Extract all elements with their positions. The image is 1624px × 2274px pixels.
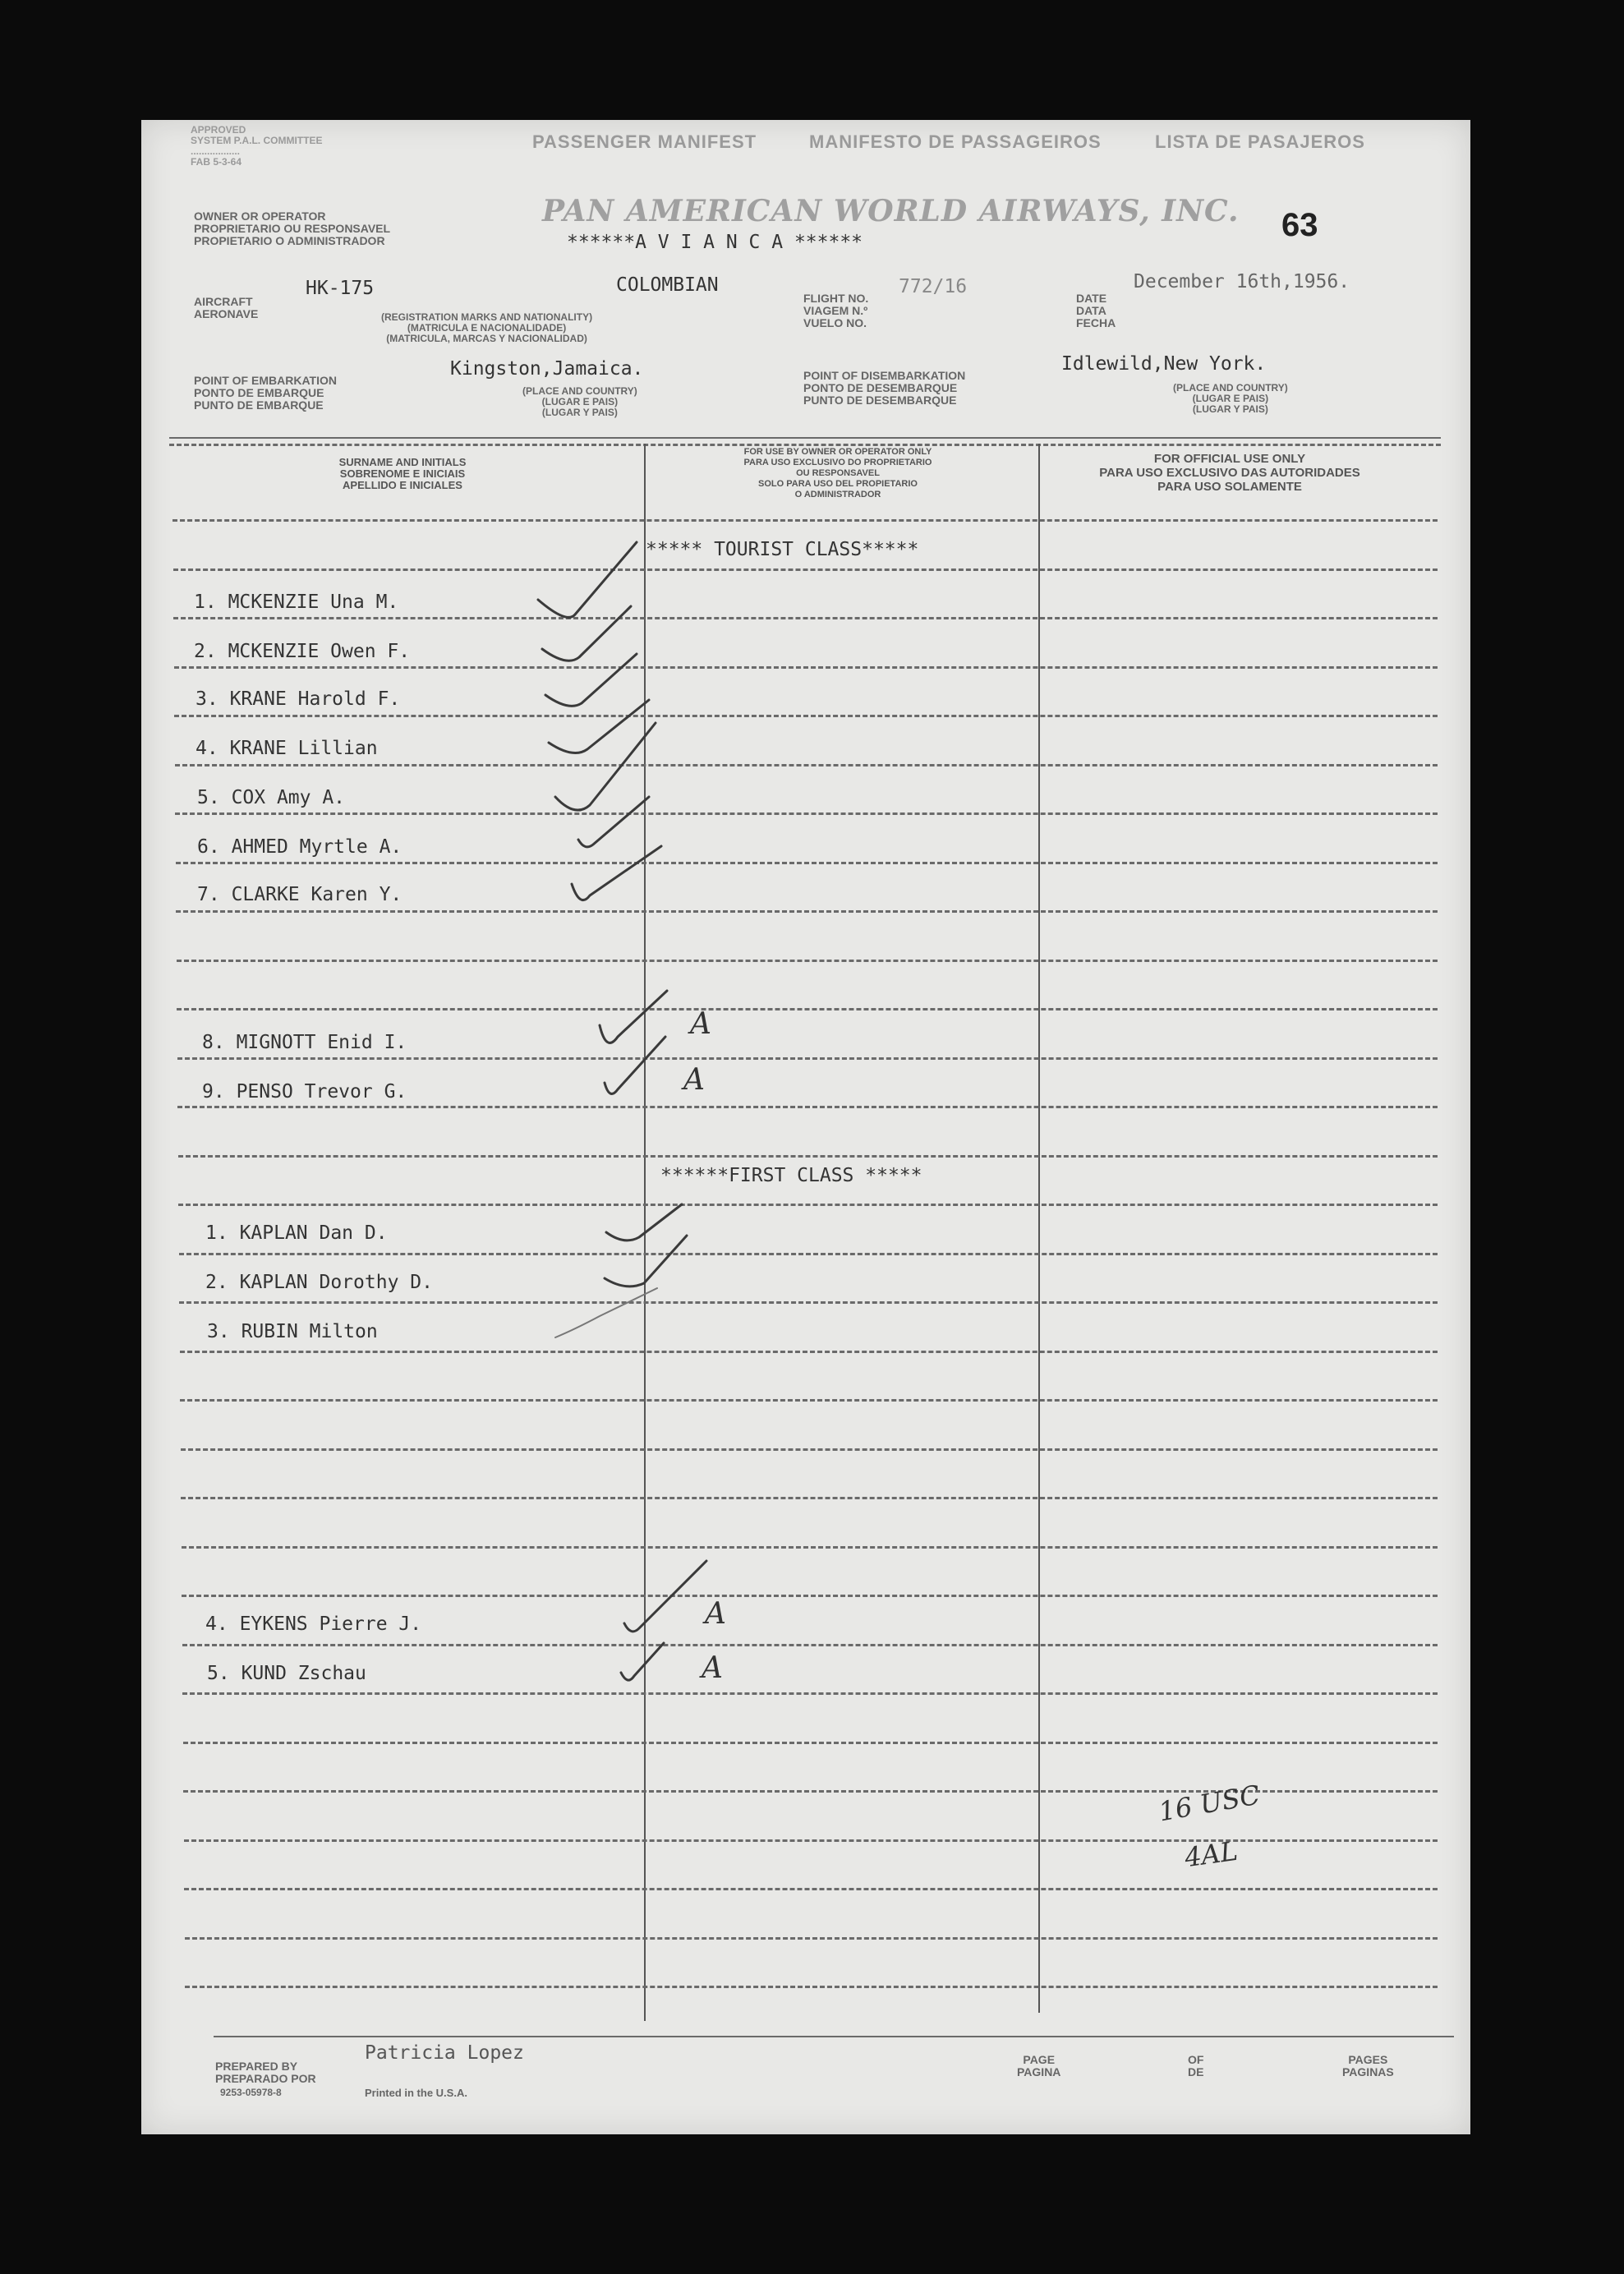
passenger-name: PENSO Trevor G. xyxy=(236,1081,407,1102)
column-header-line: SOLO PARA USO DEL PROPIETARIO xyxy=(758,479,918,489)
title-portuguese: MANIFESTO DE PASSAGEIROS xyxy=(809,131,1102,152)
check-mark xyxy=(605,1236,687,1287)
column-header-line: PARA USO SOLAMENTE xyxy=(1157,480,1302,494)
check-mark xyxy=(555,1288,657,1337)
passenger-number: 7. xyxy=(197,884,220,905)
place-note-line: (LUGAR E PAIS) xyxy=(1192,393,1269,404)
check-mark xyxy=(624,1561,706,1632)
flight-label-line: FLIGHT NO. xyxy=(803,292,869,305)
embarkation-point: Kingston,Jamaica. xyxy=(450,358,644,380)
column-header-line: APELLIDO E INICIALES xyxy=(343,479,462,491)
tourist-class-header: ***** TOURIST CLASS***** xyxy=(646,539,919,560)
flight-label-line: VIAGEM N.º xyxy=(803,304,868,317)
approval-line: APPROVED xyxy=(191,124,246,136)
registration-note-line: (MATRICULA, MARCAS Y NACIONALIDAD) xyxy=(386,333,587,344)
place-note-line: (LUGAR Y PAIS) xyxy=(1192,403,1268,415)
passenger-number: 4. xyxy=(196,738,219,759)
first-class-header: ******FIRST CLASS ***** xyxy=(660,1165,922,1186)
column-header-line: PARA USO EXCLUSIVO DAS AUTORIDADES xyxy=(1099,466,1360,480)
passenger-number: 8. xyxy=(202,1032,225,1053)
date-label-line: DATE xyxy=(1076,292,1107,305)
owner-label-line: PROPIETARIO O ADMINISTRADOR xyxy=(194,234,385,247)
passenger-name: COX Amy A. xyxy=(231,787,346,808)
check-mark xyxy=(538,542,637,617)
aircraft-registration: HK-175 xyxy=(306,278,375,299)
handwritten-a-mark: A xyxy=(705,1597,726,1631)
printed-note: Printed in the U.S.A. xyxy=(365,2087,467,2099)
passenger-name: AHMED Myrtle A. xyxy=(231,836,403,858)
aircraft-label-line: AIRCRAFT xyxy=(194,295,253,308)
column-header-line: OU RESPONSAVEL xyxy=(796,468,880,478)
passenger-number: 3. xyxy=(196,688,219,710)
owner-label-line: PROPRIETARIO OU RESPONSAVEL xyxy=(194,222,391,235)
prepared-by-label xyxy=(215,2060,316,2085)
check-mark xyxy=(600,991,667,1043)
column-header-line: PARA USO EXCLUSIVO DO PROPRIETARIO xyxy=(743,458,932,467)
approval-line: .................. xyxy=(191,145,241,157)
title-english: PASSENGER MANIFEST xyxy=(532,131,757,152)
handwritten-a-mark: A xyxy=(702,1651,723,1685)
column-header-line: SOBRENOME E INICIAIS xyxy=(339,467,466,480)
disembarkation-point: Idlewild,New York. xyxy=(1061,353,1267,375)
flight-label-line: VUELO NO. xyxy=(803,316,867,329)
aircraft-nationality: COLOMBIAN xyxy=(616,274,719,296)
check-mark xyxy=(542,606,631,661)
flight-date: December 16th,1956. xyxy=(1134,271,1350,292)
place-note-line: (PLACE AND COUNTRY) xyxy=(522,385,637,397)
column-header-line: O ADMINISTRADOR xyxy=(794,490,881,499)
place-note-line: (LUGAR E PAIS) xyxy=(541,396,619,407)
passenger-number: 6. xyxy=(197,836,220,858)
form-number: 9253-05978-8 xyxy=(220,2087,282,2098)
aircraft-label-line: AERONAVE xyxy=(194,307,259,320)
approval-line: FAB 5-3-64 xyxy=(191,156,242,168)
page-label xyxy=(1017,2054,1060,2078)
column-header-line: FOR USE BY OWNER OR OPERATOR ONLY xyxy=(743,447,932,457)
pages-label-line: PAGES xyxy=(1348,2053,1388,2066)
disembarkation-label-line: PONTO DE DESEMBARQUE xyxy=(803,381,958,394)
column-header-line: SURNAME AND INITIALS xyxy=(338,456,467,468)
passenger-name: KUND Zschau xyxy=(241,1663,366,1684)
handwritten-note: 16 USC xyxy=(1156,1779,1263,1828)
passenger-name: MCKENZIE Owen F. xyxy=(228,641,411,662)
company-name: PAN AMERICAN WORLD AIRWAYS, INC. xyxy=(542,194,1240,228)
passenger-number: 5. xyxy=(207,1663,230,1684)
passenger-name: RUBIN Milton xyxy=(241,1321,378,1342)
registration-note-line: (MATRICULA E NACIONALIDADE) xyxy=(407,322,567,334)
flight-number: 772/16 xyxy=(899,276,968,297)
handwritten-a-mark: A xyxy=(690,1007,711,1041)
pages-label-line: PAGINAS xyxy=(1342,2065,1394,2078)
operator-name: ******A V I A N C A ****** xyxy=(567,232,863,253)
passenger-name: KAPLAN Dorothy D. xyxy=(239,1272,433,1293)
embarkation-label-line: PUNTO DE EMBARQUE xyxy=(194,398,324,412)
prepared-label-line: PREPARADO POR xyxy=(215,2072,316,2085)
passenger-number: 1. xyxy=(194,592,217,613)
place-note-line: (PLACE AND COUNTRY) xyxy=(1173,382,1288,394)
registration-note-line: (REGISTRATION MARKS AND NATIONALITY) xyxy=(381,311,593,323)
passenger-name: CLARKE Karen Y. xyxy=(231,884,403,905)
passenger-number: 2. xyxy=(205,1272,228,1293)
date-label-line: FECHA xyxy=(1076,316,1116,329)
handwritten-a-mark: A xyxy=(683,1063,705,1097)
prepared-by-name: Patricia Lopez xyxy=(365,2042,524,2064)
passenger-name: MIGNOTT Enid I. xyxy=(236,1032,407,1053)
date-label-line: DATA xyxy=(1076,304,1106,317)
passenger-number: 3. xyxy=(207,1321,230,1342)
passenger-name: KRANE Lillian xyxy=(229,738,378,759)
handwritten-note: 4AL xyxy=(1182,1834,1240,1874)
passenger-name: KRANE Harold F. xyxy=(229,688,401,710)
embarkation-label-line: PONTO DE EMBARQUE xyxy=(194,386,324,399)
passenger-name: EYKENS Pierre J. xyxy=(239,1613,422,1635)
check-mark xyxy=(606,1204,682,1241)
of-label-line: DE xyxy=(1188,2065,1204,2078)
disembarkation-label-line: PUNTO DE DESEMBARQUE xyxy=(803,394,957,407)
place-note-line: (LUGAR Y PAIS) xyxy=(541,407,618,418)
embarkation-label-line: POINT OF EMBARKATION xyxy=(194,374,337,387)
passenger-number: 4. xyxy=(205,1613,228,1635)
check-mark xyxy=(545,654,637,706)
footer-divider xyxy=(214,2036,1454,2037)
of-label xyxy=(1188,2054,1203,2078)
page-label-line: PAGE xyxy=(1023,2053,1056,2066)
of-label-line: OF xyxy=(1188,2053,1204,2066)
passenger-name: MCKENZIE Una M. xyxy=(228,592,399,613)
page-number: 63 xyxy=(1281,207,1318,243)
check-mark xyxy=(549,700,649,753)
passenger-number: 2. xyxy=(194,641,217,662)
passenger-number: 1. xyxy=(205,1222,228,1244)
check-mark xyxy=(605,1037,665,1093)
passenger-number: 5. xyxy=(197,787,220,808)
check-mark xyxy=(572,846,661,900)
title-spanish: LISTA DE PASAJEROS xyxy=(1155,131,1365,152)
approval-line: SYSTEM P.A.L. COMMITTEE xyxy=(191,135,323,146)
passenger-number: 9. xyxy=(202,1081,225,1102)
check-mark xyxy=(621,1643,664,1680)
page-label-line: PAGINA xyxy=(1017,2065,1061,2078)
disembarkation-label-line: POINT OF DISEMBARKATION xyxy=(803,369,966,382)
pages-label xyxy=(1342,2054,1394,2078)
prepared-label-line: PREPARED BY xyxy=(215,2060,298,2073)
passenger-name: KAPLAN Dan D. xyxy=(239,1222,388,1244)
column-header-line: FOR OFFICIAL USE ONLY xyxy=(1153,452,1306,466)
owner-label-line: OWNER OR OPERATOR xyxy=(194,209,326,223)
